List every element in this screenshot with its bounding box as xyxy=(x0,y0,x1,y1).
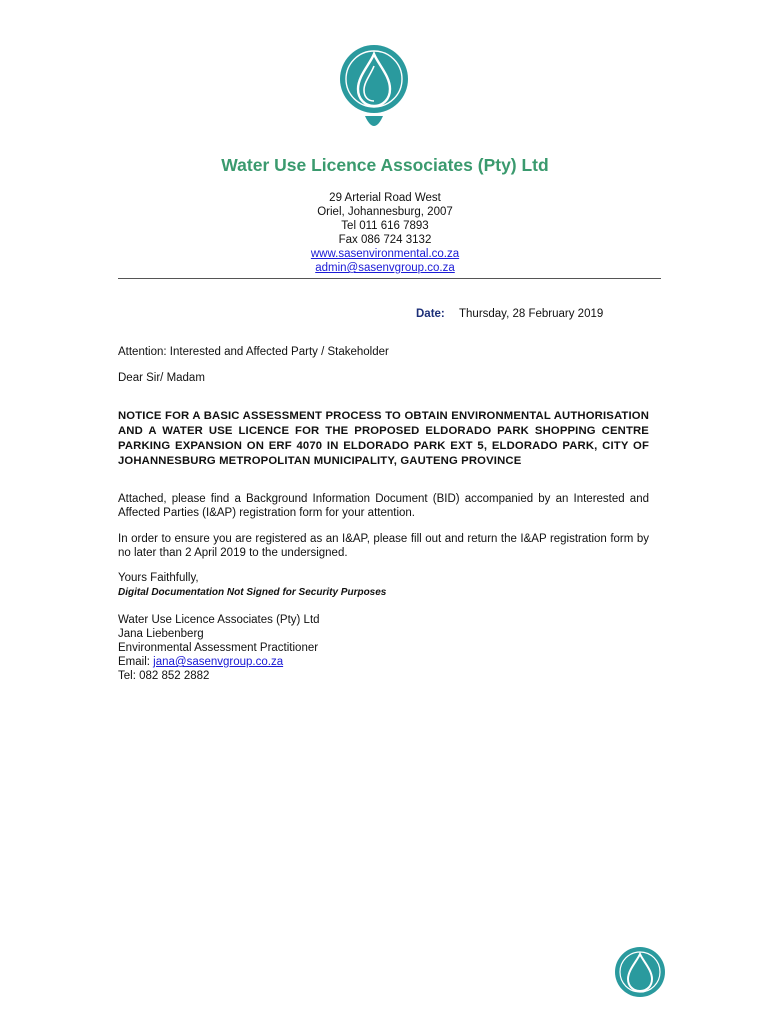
attention-line: Attention: Interested and Affected Party / Stakeholder xyxy=(118,346,389,358)
signature-name: Jana Liebenberg xyxy=(118,628,204,640)
company-title: Water Use Licence Associates (Pty) Ltd xyxy=(221,155,549,175)
email-label: Email: xyxy=(118,656,150,668)
website-link[interactable]: www.sasenvironmental.co.za xyxy=(310,248,460,260)
signature-company: Water Use Licence Associates (Pty) Ltd xyxy=(118,614,320,626)
email-link[interactable]: admin@sasenvgroup.co.za xyxy=(315,262,455,274)
water-drop-logo-icon xyxy=(339,44,409,136)
body-paragraph: In order to ensure you are registered as an I&AP, please fill out and return the I&AP registration form by no later than 2 April 2019 to the undersigned. xyxy=(118,533,649,559)
signature-block xyxy=(118,613,320,683)
fax-line: Fax 086 724 3132 xyxy=(338,234,432,246)
date-value: Thursday, 28 February 2019 xyxy=(459,308,604,320)
phone-line: Tel 011 616 7893 xyxy=(341,220,429,232)
signature-email-row xyxy=(118,655,320,669)
closing: Yours Faithfully, xyxy=(118,572,199,584)
water-drop-logo-icon xyxy=(614,946,666,998)
company-address xyxy=(0,191,770,275)
notice-heading: NOTICE FOR A BASIC ASSESSMENT PROCESS TO OBTAIN ENVIRONMENTAL AUTHORISATION AND A WATER USE LICENCE FOR THE PROPOSED ELDORADO PARK SHOPPING CENTRE PARKING EXPANSION ON ERF 4070 IN ELDORADO PARK EXT 5, ELDORADO PARK, CITY OF JOHANNESBURG METROPOLITAN MUNICIPALITY, GAUTENG PROVINCE xyxy=(118,410,649,467)
security-note: Digital Documentation Not Signed for Security Purposes xyxy=(118,587,387,598)
date-label: Date: xyxy=(416,308,445,320)
address-line: 29 Arterial Road West xyxy=(329,192,441,204)
salutation: Dear Sir/ Madam xyxy=(118,372,205,384)
signature-title: Environmental Assessment Practitioner xyxy=(118,642,319,654)
body-paragraph: Attached, please find a Background Information Document (BID) accompanied by an Interested and Affected Parties (I&AP) registration form for your attention. xyxy=(118,493,649,519)
signature-email-link[interactable]: jana@sasenvgroup.co.za xyxy=(153,656,284,668)
signature-tel: Tel: 082 852 2882 xyxy=(118,670,210,682)
header-divider xyxy=(118,278,661,279)
address-line: Oriel, Johannesburg, 2007 xyxy=(317,206,453,218)
